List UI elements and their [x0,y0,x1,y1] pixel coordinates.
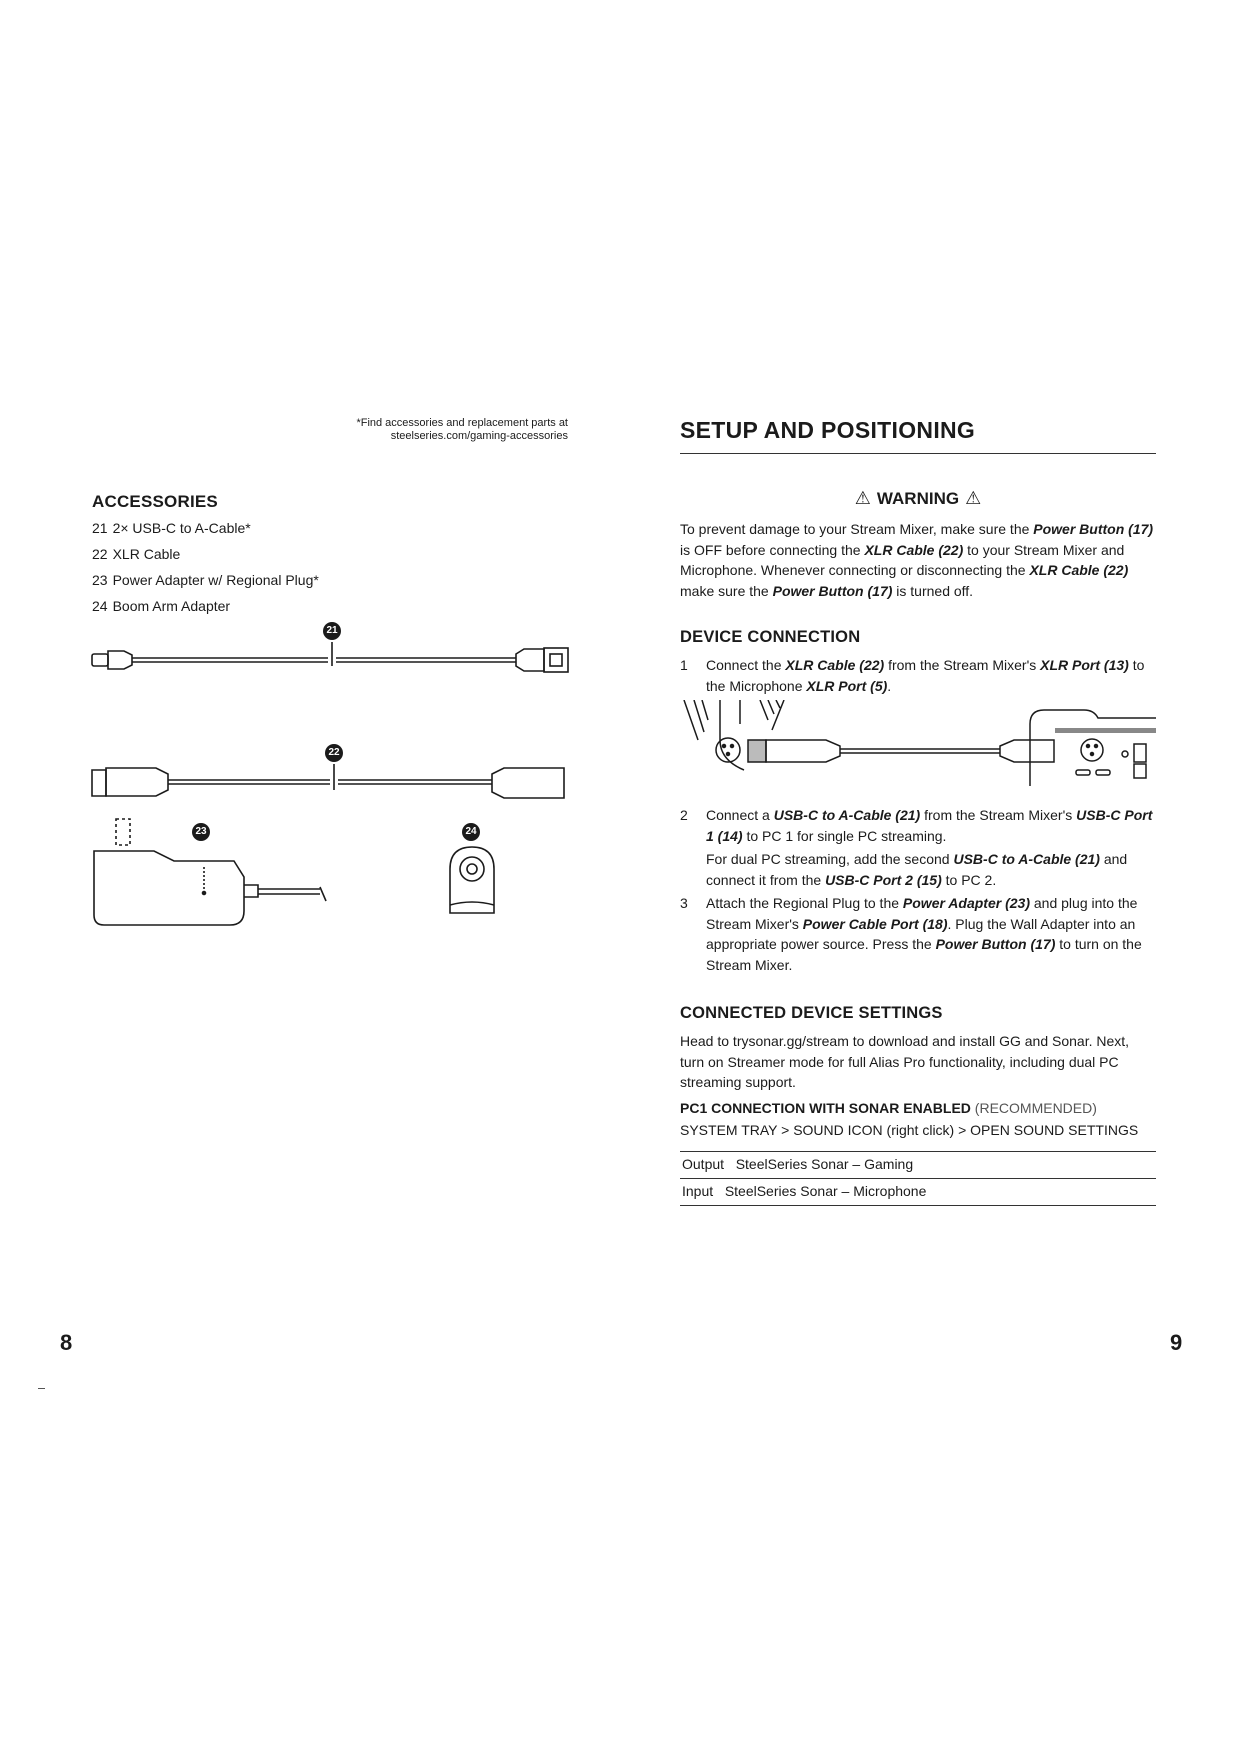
item-number: 21 [92,520,108,536]
pc1-heading [680,1098,1156,1119]
item-label: XLR Cable [112,546,181,562]
emphasis: USB-C to A-Cable (21) [773,807,921,823]
table-row [682,1156,913,1172]
text: and connect it from the [706,851,1128,888]
step-1 [680,655,1156,696]
pc1-label: PC1 CONNECTION WITH SONAR ENABLED [680,1100,971,1116]
accessories-title: ACCESSORIES [92,492,218,511]
usb-cable-illustration [80,618,580,688]
row-key: Output [682,1156,725,1172]
table-row [682,1183,926,1199]
emphasis: USB-C Port 2 (15) [825,871,942,888]
page-title: SETUP AND POSITIONING [680,417,976,443]
accessories-note-line2: steelseries.com/gaming-accessories [390,430,568,442]
warning-text [680,519,1156,601]
accessories-note [300,417,568,443]
boom-adapter-drawing [440,815,520,935]
item-number: 23 [92,572,108,588]
item-label: Power Adapter w/ Regional Plug* [112,572,319,588]
emphasis: Power Adapter (23) [902,895,1030,911]
emphasis: XLR Cable (22) [785,657,885,673]
emphasis: USB-C to A-Cable (21) [953,851,1100,867]
text: . [887,677,892,694]
badge-23: 23 [192,823,210,841]
list-item [92,519,512,545]
item-number: 24 [92,598,108,614]
text: Connect the [706,657,786,673]
emphasis: XLR Port (5) [806,677,888,694]
text: make sure the [680,582,773,599]
text: is turned off. [892,582,974,599]
pc1-recommended: (RECOMMENDED) [974,1100,1097,1116]
badge-21: 21 [323,622,341,640]
list-item [92,571,512,597]
emphasis: Power Button (17) [935,936,1056,952]
text: Connect a [706,807,774,823]
step-number: 2 [680,807,688,823]
step-2 [680,805,1156,890]
emphasis: USB-C Port 1 (14) [706,807,1153,844]
title-rule [680,453,1156,454]
page-number-right: 9 [1170,1330,1183,1355]
power-adapter-illustration [80,815,340,935]
text: from the Stream Mixer's [884,657,1041,673]
margin-mark [38,1388,45,1389]
emphasis: XLR Port (13) [1040,657,1129,673]
warning-label: WARNING [876,489,960,508]
connected-settings-title: CONNECTED DEVICE SETTINGS [680,1004,943,1022]
text: For dual PC streaming, add the second [706,851,954,867]
badge-22: 22 [325,744,343,762]
table-rule [680,1178,1156,1179]
xlr-cable-illustration [80,740,580,810]
step-3 [680,893,1156,975]
table-rule [680,1205,1156,1206]
emphasis: Power Button (17) [1033,521,1154,537]
text: to the Microphone [706,657,1145,694]
connected-settings-intro: Head to trysonar.gg/stream to download and install GG and Sonar. Next, turn on Streamer mode for full Alias Pro functionality, including dual PC streaming support. [680,1033,1130,1090]
accessories-list [92,519,512,623]
text: to PC 2. [941,871,997,888]
row-value: SteelSeries Sonar – Microphone [724,1183,927,1199]
connection-drawing [680,700,1156,786]
power-adapter-drawing [80,815,340,935]
emphasis: Power Cable Port (18) [802,915,948,932]
text: and plug into the Stream Mixer's [706,895,1138,932]
badge-24: 24 [462,823,480,841]
page-number-left: 8 [60,1330,73,1355]
item-label: 2× USB-C to A-Cable* [112,520,251,536]
emphasis: XLR Cable (22) [864,541,964,558]
sound-settings-path: SYSTEM TRAY > SOUND ICON (right click) > OPEN SOUND SETTINGS [680,1122,1139,1138]
list-item [92,545,512,571]
text: To prevent damage to your Stream Mixer, make sure the [680,521,1034,537]
device-connection-title: DEVICE CONNECTION [680,628,861,646]
table-rule [680,1151,1156,1152]
text: to your Stream Mixer and Microphone. Whenever connecting or disconnecting the [680,541,1125,578]
text: Attach the Regional Plug to the [706,895,903,911]
row-value: SteelSeries Sonar – Gaming [735,1156,914,1172]
warning-heading [680,488,1156,509]
row-key: Input [682,1183,714,1199]
warning-icon: ⚠ [854,488,871,508]
boom-adapter-illustration [440,815,520,935]
step-number: 1 [680,657,688,673]
text: to turn on the Stream Mixer. [706,936,1142,973]
connection-illustration [680,700,1156,786]
text: to PC 1 for single PC streaming. [742,827,947,844]
accessories-note-line1: *Find accessories and replacement parts at [356,417,568,429]
step-number: 3 [680,895,688,911]
warning-icon: ⚠ [965,488,982,508]
text: from the Stream Mixer's [920,807,1077,823]
item-label: Boom Arm Adapter [112,598,231,614]
text: . Plug the Wall Adapter into an appropriate power source. Press the [706,915,1136,952]
emphasis: XLR Cable (22) [1029,562,1129,578]
emphasis: Power Button (17) [772,582,893,599]
item-number: 22 [92,546,108,562]
text: is OFF before connecting the [680,541,865,558]
